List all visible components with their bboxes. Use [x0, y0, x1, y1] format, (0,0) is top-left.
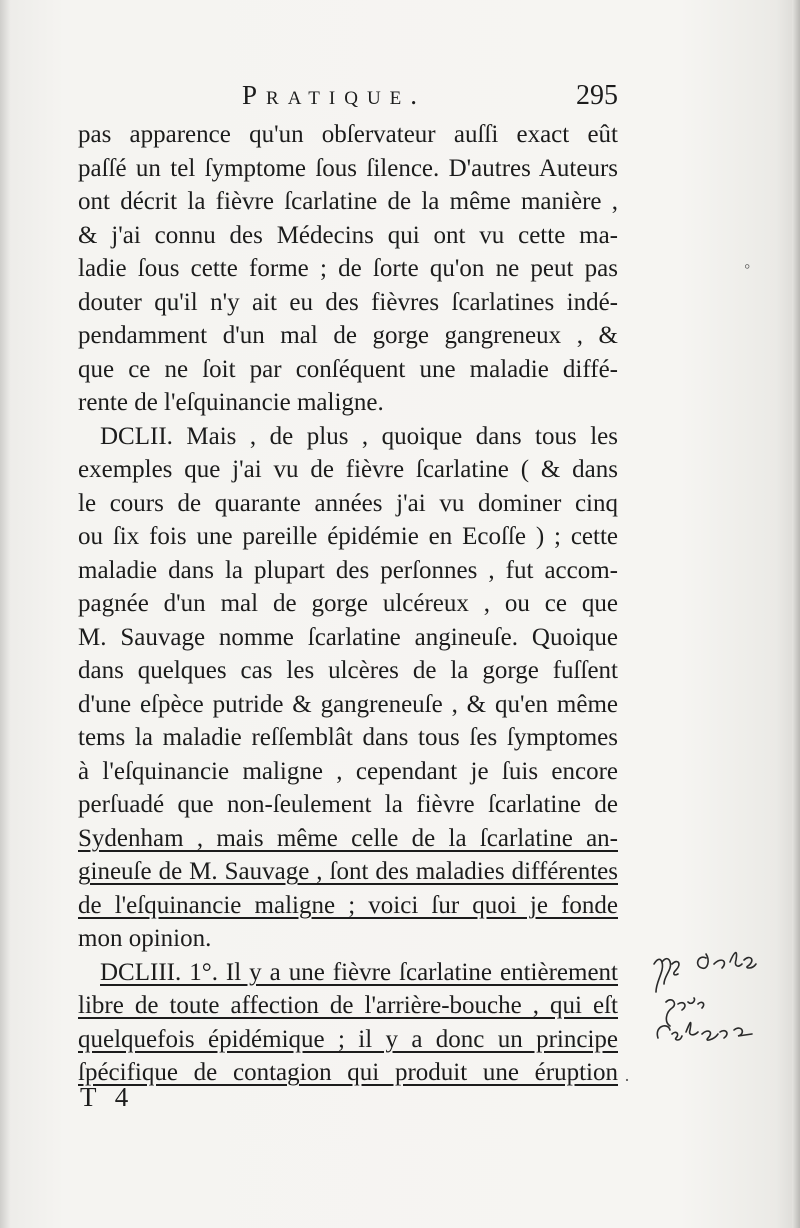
underlined-text-line: ſpécifique de contagion qui produit une éruption [78, 1059, 618, 1086]
text-line: pendamment d'un mal de gorge gangreneux , & [78, 322, 618, 349]
body-text [78, 118, 618, 1090]
underlined-text-line: gineuſe de M. Sauvage , ſont des maladies différentes [78, 858, 618, 885]
text-line: le cours de quarante années j'ai vu dominer cinq [78, 489, 618, 517]
running-head: Pratique. [242, 80, 427, 110]
underlined-text-line: Sydenham , mais même celle de la ſcarlatine an- [78, 824, 618, 852]
text-line: que ce ne ſoit par conſéquent une maladie diffé- [78, 355, 618, 383]
underlined-text-line: de l'eſquinancie maligne ; voici ſur quoi je fonde [78, 891, 618, 919]
text-line: M. Sauvage nomme ſcarlatine angineuſe. Quoique [78, 623, 618, 651]
signature-mark: T 4 [80, 1082, 135, 1112]
page-header [78, 80, 618, 116]
text-line: paſſé un tel ſymptome ſous ſilence. D'autres Auteurs [78, 154, 618, 182]
text-line: maladie dans la plupart des perſonnes , fut accom- [78, 556, 618, 584]
text-line: dans quelques cas les ulcères de la gorge fuſſent [78, 657, 618, 684]
text-line: perſuadé que non-ſeulement la fièvre ſcarlatine de [78, 791, 618, 818]
text-line: exemples que j'ai vu de fièvre ſcarlatine ( & dans [78, 456, 618, 483]
text-line: à l'eſquinancie maligne , cependant je ſuis encore [78, 757, 618, 785]
text-line: ou ſix fois une pareille épidémie en Ecoſſe ) ; cette [78, 523, 618, 550]
page-left-edge [0, 0, 10, 1228]
text-line: d'une eſpèce putride & gangreneuſe , & qu'en même [78, 690, 618, 718]
text-line: rente de l'eſquinancie maligne. [78, 389, 384, 416]
text-line: douter qu'il n'y ait eu des fièvres ſcarlatines indé- [78, 288, 618, 316]
margin-speck: ◦ [744, 256, 751, 276]
page-number: 295 [576, 80, 618, 111]
text-line: pagnée d'un mal de gorge ulcéreux , ou ce que [78, 590, 618, 617]
text-line: mon opinion. [78, 925, 212, 952]
underlined-text-line: libre de toute affection de l'arrière-bouche , qui eſt [78, 992, 618, 1019]
text-line: ont décrit la fièvre ſcarlatine de la même manière , [78, 188, 618, 215]
text-line: ladie ſous cette forme ; de ſorte qu'on ne peut pas [78, 255, 618, 282]
margin-speck: · [624, 1070, 630, 1090]
text-line: tems la maladie reſſemblât dans tous ſes ſymptomes [78, 724, 618, 751]
text-line: & j'ai connu des Médecins qui ont vu cette ma- [78, 221, 618, 249]
handwritten-margin-note [648, 942, 798, 1052]
underlined-text-line: quelquefois épidémique ; il y a donc un principe [78, 1025, 618, 1053]
text-line: pas apparence qu'un obſervateur auſſi exact eût [78, 121, 618, 148]
paragraph-start-line: DCLIII. 1°. Il y a une fièvre ſcarlatine entièrement [100, 958, 618, 986]
paragraph-start-line: DCLII. Mais , de plus , quoique dans tous les [100, 422, 618, 450]
